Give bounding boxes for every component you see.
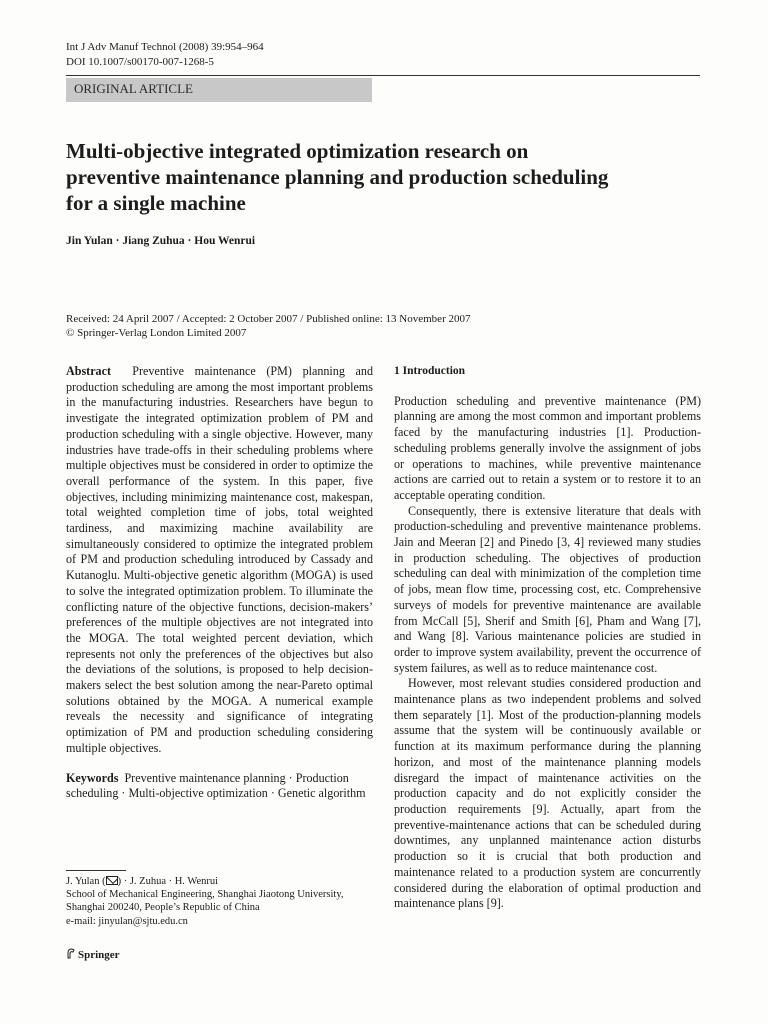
springer-horse-icon <box>66 948 76 959</box>
affiliation-email: e-mail: jinyulan@sjtu.edu.cn <box>66 915 188 927</box>
envelope-icon <box>106 876 118 885</box>
journal-citation: Int J Adv Manuf Technol (2008) 39:954–964 <box>66 41 264 53</box>
abstract <box>66 364 373 757</box>
paper-title: Multi-objective integrated optimization research on preventive maintenance planning and production scheduling for a single machine <box>66 139 609 215</box>
journal-header <box>66 40 264 70</box>
right-column <box>394 364 701 912</box>
date-history: Received: 24 April 2007 / Accepted: 2 October 2007 / Published online: 13 November 2007 <box>66 313 471 325</box>
publisher-name: Springer <box>78 949 120 961</box>
copyright-line: © Springer-Verlag London Limited 2007 <box>66 327 247 339</box>
keywords <box>66 771 373 802</box>
footnote-rule <box>66 870 126 871</box>
article-type-band: ORIGINAL ARTICLE <box>66 78 372 102</box>
affiliation-line-1: School of Mechanical Engineering, Shanghai Jiaotong University, <box>66 889 344 901</box>
doi: DOI 10.1007/s00170-007-1268-5 <box>66 56 214 68</box>
section-heading-introduction: 1 Introduction <box>394 365 466 377</box>
intro-paragraph-3: However, most relevant studies considered production and maintenance plans as two independent problems and solved them separately [1]. Most of the production-planning models assume that the system will be continuously available or function at its maximum performance during the planning horizon, and most of the maintenance planning models disregard the impact of maintenance activities on the production capacity and do not explicitly consider the production requirements [9]. Actually, apart from the preventive-maintenance actions that can be scheduled during downtimes, any unplanned maintenance action disturbs production so it is crucial that both production and maintenance related to a production system are concurrently considered during the elaboration of optimal production and maintenance plans [9]. <box>394 676 701 911</box>
affiliation-names: J. Yulan ( ) · J. Zuhua · H. Wenrui <box>66 876 219 887</box>
header-rule <box>66 75 700 76</box>
intro-paragraph-2: Consequently, there is extensive literature that deals with production-scheduling and preventive maintenance problems. Jain and Meeran [2] and Pinedo [3, 4] reviewed many studies in production scheduling. The objectives of production scheduling can deal with minimization of the completion time of jobs, mean flow time, processing cost, etc. Comprehensive surveys of models for preventive maintenance are available from McCall [5], Sherif and Smith [6], Pham and Wang [7], and Wang [8]. Various maintenance policies are studied in order to improve system availability, prevent the occurrence of system failures, as well as to reduce maintenance cost. <box>394 503 701 675</box>
abstract-text: Preventive maintenance (PM) planning and production scheduling are among the most important problems in the manufacturing industries. Researchers have begun to investigate the integrated optimization problem of PM and production scheduling with a single objective. However, many industries have trade-offs in their scheduling problems where multiple objectives must be considered in order to optimize the overall performance of the system. In this paper, five objectives, including minimizing maintenance cost, makespan, total weighted completion time of jobs, total weighted tardiness, and maximizing machine availability are simultaneously considered to optimize the integrated problem of PM and production scheduling introduced by Cassady and Kutanoglu. Multi-objective genetic algorithm (MOGA) is used to solve the integrated optimization problem. To illuminate the conflicting nature of the objective functions, decision-makers’ preferences of the multiple objectives are not integrated into the MOGA. The total weighted percent deviation, which represents not only the preferences of the objectives but also the deviations of the solutions, is proposed to help decision-makers select the best solution among the near-Pareto optimal solutions obtained by the MOGA. A numerical example reveals the necessity and significance of integrating optimization of PM and production scheduling considering multiple objectives. <box>66 364 373 755</box>
affiliation-block <box>66 875 376 928</box>
author-list: Jin Yulan · Jiang Zuhua · Hou Wenrui <box>66 235 256 247</box>
left-column <box>66 364 373 802</box>
publisher-footer <box>66 948 120 961</box>
affiliation-line-2: Shanghai 200240, People’s Republic of China <box>66 902 260 914</box>
publication-history <box>66 312 470 340</box>
keywords-text: Preventive maintenance planning · Production scheduling · Multi-objective optimization · Genetic algorithm <box>66 770 366 801</box>
intro-paragraph-1: Production scheduling and preventive maintenance (PM) planning are among the most common and important problems faced by the manufacturing industries [1]. Production-scheduling problems generally involve the assignment of jobs or operations to machines, while preventive maintenance actions are carried out to retain a system or to restore it to an acceptable operating condition. <box>394 393 701 502</box>
abstract-label: Abstract <box>66 364 112 378</box>
keywords-label: Keywords <box>66 770 119 785</box>
